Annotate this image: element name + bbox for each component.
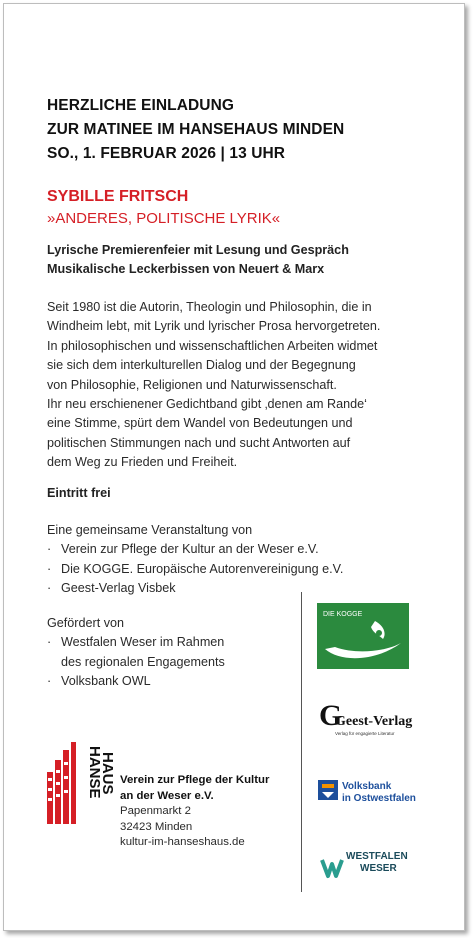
- lead-line-2: Musikalische Leckerbissen von Neuert & Marx: [47, 262, 325, 276]
- volksbank-logo-line-1: Volksbank: [342, 781, 392, 792]
- geest-logo-letter: G: [319, 699, 343, 732]
- geest-verlag-logo: [317, 697, 417, 741]
- hanse-logo-text: HANSE: [86, 746, 103, 799]
- organizer-address: [120, 773, 269, 851]
- bullet-icon: ·: [47, 635, 52, 650]
- bullet-icon: ·: [47, 581, 52, 596]
- heading-line-3: SO., 1. FEBRUAR 2026 | 13 UHR: [47, 145, 286, 162]
- sponsors-list: [47, 614, 225, 692]
- description-line: In philosophischen und wissenschaftlichen Arbeiten widmet: [47, 338, 378, 353]
- address-street: Papenmarkt 2: [120, 805, 191, 818]
- bullet-icon: ·: [47, 542, 52, 557]
- organizer-name: Geest-Verlag Visbek: [61, 581, 176, 596]
- description-paragraph: [47, 298, 437, 473]
- organizers-list: [47, 521, 343, 599]
- invitation-card: [3, 3, 465, 931]
- description-line: politischen Stimmungen nach und sucht Antworten auf: [47, 435, 351, 450]
- sponsor-name: Volksbank OWL: [61, 674, 151, 689]
- sponsors-intro: Gefördert von: [47, 616, 125, 630]
- description-line: Windheim lebt, mit Lyrik und lyrischer Prosa hervorgetreten.: [47, 319, 381, 334]
- invitation-heading: [47, 94, 344, 166]
- westfalen-weser-logo: [318, 842, 428, 882]
- volksbank-logo-line-2: in Ostwestfalen: [342, 793, 416, 804]
- lead-line-1: Lyrische Premierenfeier mit Lesung und Gespräch: [47, 243, 349, 257]
- description-line: Seit 1980 ist die Autorin, Theologin und Philosophin, die in: [47, 300, 372, 314]
- geest-logo-tagline: Verlag für engagierte Literatur: [335, 731, 395, 736]
- bullet-icon: ·: [47, 561, 52, 576]
- address-website: kultur-im-hanseshaus.de: [120, 836, 245, 849]
- description-line: eine Stimme, spürt dem Wandel von Bedeutungen und: [47, 416, 353, 431]
- sponsor-name: Westfalen Weser im Rahmen: [61, 635, 225, 650]
- kogge-logo-text: DIE KOGGE: [323, 611, 363, 618]
- list-item: [47, 672, 225, 691]
- volksbank-logo: [318, 778, 438, 804]
- organizer-name: Verein zur Pflege der Kultur an der Weser e.V.: [61, 542, 319, 557]
- list-item: [47, 540, 343, 559]
- list-item: [47, 560, 343, 579]
- haus-logo-text: HAUS: [99, 752, 116, 795]
- heading-line-2: ZUR MATINEE IM HANSEHAUS MINDEN: [47, 121, 345, 138]
- address-name-line-2: an der Weser e.V.: [120, 789, 214, 802]
- geest-logo-text: Geest-Verlag: [335, 714, 413, 729]
- bullet-icon: ·: [47, 674, 52, 689]
- description-line: sie sich dem interkulturellen Dialog und der Begegnung: [47, 358, 356, 373]
- hansehaus-logo: [45, 742, 116, 830]
- book-title: »ANDERES, POLITISCHE LYRIK«: [47, 210, 281, 227]
- sponsor-name-continuation: des regionalen Engagements: [61, 654, 225, 669]
- organizer-name: Die KOGGE. Europäische Autorenvereinigung e.V.: [61, 561, 344, 576]
- westfalen-logo-line-2: WESER: [360, 863, 397, 874]
- address-name-line-1: Verein zur Pflege der Kultur: [120, 774, 270, 786]
- organizers-intro: Eine gemeinsame Veranstaltung von: [47, 523, 253, 537]
- description-line: Ihr neu erschienener Gedichtband gibt ‚denen am Rande‘: [47, 397, 367, 412]
- description-line: von Philosophie, Religionen und Naturwissenschaft.: [47, 377, 337, 392]
- list-item: [47, 579, 343, 598]
- description-line: dem Weg zu Frieden und Freiheit.: [47, 455, 238, 470]
- list-item: [47, 633, 225, 652]
- admission-note: Eintritt frei: [47, 486, 111, 500]
- address-city: 32423 Minden: [120, 820, 193, 833]
- column-divider: [301, 592, 302, 892]
- event-lead: [47, 241, 349, 279]
- kogge-logo: [317, 603, 409, 669]
- westfalen-logo-line-1: WESTFALEN: [346, 851, 408, 862]
- author-name: SYBILLE FRITSCH: [47, 188, 189, 205]
- heading-line-1: HERZLICHE EINLADUNG: [47, 97, 235, 114]
